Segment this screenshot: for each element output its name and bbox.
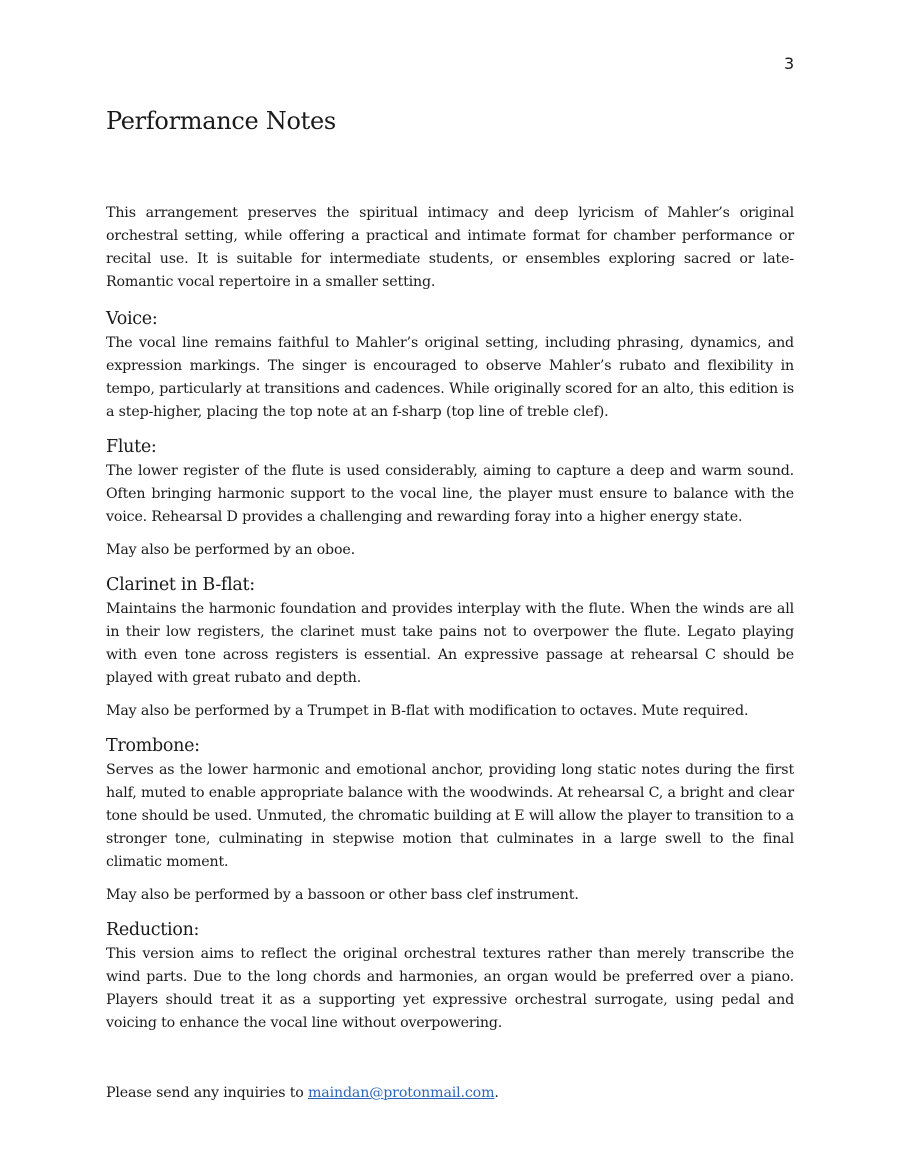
voice-text: The vocal line remains faithful to Mahler’s original setting, including phrasing, dynamics, and expression markings. The singer is encouraged to observe Mahler’s rubato and flexibility in tempo, particularly at transitions and cadences. While originally scored for an alto, this edition is a step-higher, placing the top note at an f-sharp (top line of treble clef). (106, 335, 794, 420)
reduction-text: This version aims to reflect the original orchestral textures rather than merely transcribe the wind parts. Due to the long chords and harmonies, an organ would be preferred over a piano. Players should treat it as a supporting yet expressive orchestral surrogate, using pedal and voicing to enhance the vocal line without overpowering. (106, 946, 794, 1031)
intro-paragraph: This arrangement preserves the spiritual intimacy and deep lyricism of Mahler’s original orchestral setting, while offering a practical and intimate format for chamber performance or recital use. It is suitable for intermediate students, or ensembles exploring sacred or late-Romantic vocal repertoire in a smaller setting. (106, 205, 794, 290)
contact-line (106, 1082, 794, 1105)
voice-section (106, 306, 794, 424)
reduction-section (106, 917, 794, 1035)
document-body (106, 104, 794, 1105)
flute-alternative: May also be performed by an oboe. (106, 542, 355, 558)
trombone-text: Serves as the lower harmonic and emotional anchor, providing long static notes during the first half, muted to enable appropriate balance with the woodwinds. At rehearsal C, a bright and clear tone should be used. Unmuted, the chromatic building at E will allow the player to transition to a stronger tone, culminating in stepwise motion that culminates in a large swell to the final climatic moment. (106, 762, 794, 870)
trombone-heading: Trombone: (106, 736, 200, 756)
clarinet-text: Maintains the harmonic foundation and provides interplay with the flute. When the winds are all in their low registers, the clarinet must take pains not to overpower the flute. Legato playing with even tone across registers is essential. An expressive passage at rehearsal C should be played with great rubato and depth. (106, 601, 794, 686)
flute-text: The lower register of the flute is used considerably, aiming to capture a deep and warm sound. Often bringing harmonic support to the vocal line, the player must ensure to balance with the voice. Rehearsal D provides a challenging and rewarding foray into a higher energy state. (106, 463, 794, 525)
reduction-heading: Reduction: (106, 920, 200, 940)
page-title: Performance Notes (106, 107, 336, 135)
clarinet-heading: Clarinet in B-flat: (106, 575, 255, 595)
flute-section (106, 434, 794, 562)
trombone-section (106, 733, 794, 907)
flute-heading: Flute: (106, 437, 157, 457)
clarinet-alternative: May also be performed by a Trumpet in B-flat with modification to octaves. Mute required. (106, 703, 749, 719)
clarinet-section (106, 572, 794, 723)
contact-suffix: . (494, 1085, 499, 1101)
email-link[interactable]: maindan@protonmail.com (308, 1085, 495, 1101)
page-number: 3 (784, 54, 795, 73)
voice-heading: Voice: (106, 309, 158, 329)
trombone-alternative: May also be performed by a bassoon or other bass clef instrument. (106, 887, 579, 903)
contact-prefix: Please send any inquiries to (106, 1085, 308, 1101)
